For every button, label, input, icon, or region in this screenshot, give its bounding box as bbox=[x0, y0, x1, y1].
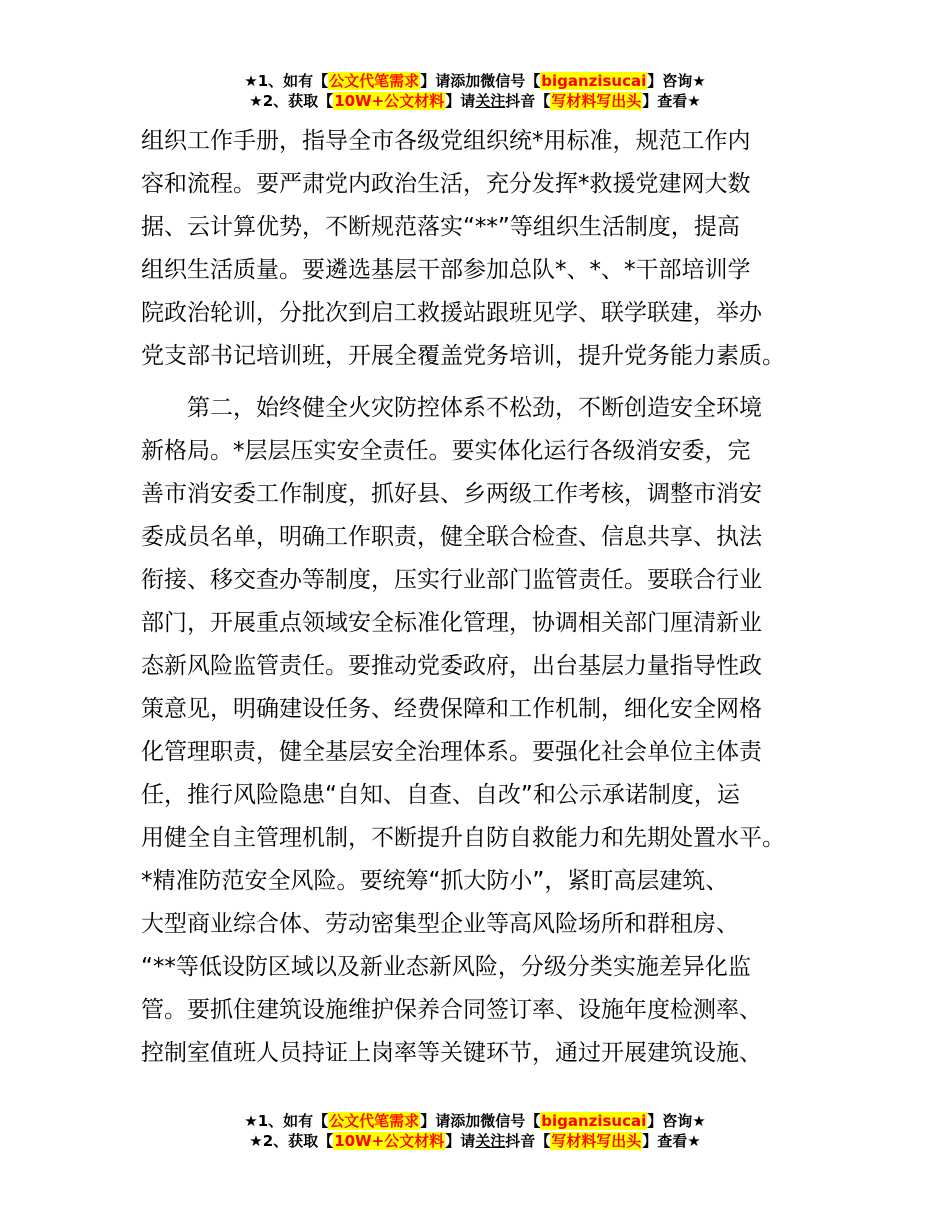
highlight-douyin-account: 写材料写出头 bbox=[551, 1132, 642, 1150]
body-line: 善市消安委工作制度，抓好县、乡两级工作考核，调整市消安 bbox=[141, 481, 762, 507]
body-line: 据、云计算优势，不断规范落实“**”等组织生活制度，提高 bbox=[141, 214, 740, 240]
body-line: 委成员名单，明确工作职责，健全联合检查、信息共享、执法 bbox=[141, 524, 762, 550]
footer-line-2: ★2、获取【10W+公文材料】请关注抖音【写材料写出头】查看★ bbox=[249, 1132, 701, 1150]
body-line: 衔接、移交查办等制度，压实行业部门监管责任。要联合行业 bbox=[141, 567, 762, 593]
body-line: 容和流程。要严肃党内政治生活，充分发挥*救援党建网大数 bbox=[141, 171, 751, 197]
footer-line-1: ★1、如有【公文代笔需求】请添加微信号【biganzisucai】咨询★ bbox=[244, 1112, 706, 1130]
body-line: 管。要抓住建筑设施维护保养合同签订率、设施年度检测率、 bbox=[141, 997, 762, 1023]
body-line: 用健全自主管理机制，不断提升自防自救能力和先期处置水平。 bbox=[141, 825, 785, 851]
footer-banner bbox=[0, 1111, 950, 1151]
follow-underline: 关注 bbox=[475, 1132, 506, 1150]
highlight-materials: 10W+公文材料 bbox=[334, 92, 445, 110]
header-line-1: ★1、如有【公文代笔需求】请添加微信号【biganzisucai】咨询★ bbox=[244, 72, 706, 90]
body-line: 院政治轮训，分批次到启工救援站跟班见学、联学联建，举办 bbox=[141, 300, 762, 326]
body-line: 大型商业综合体、劳动密集型企业等高风险场所和群租房、 bbox=[141, 911, 739, 937]
document-body bbox=[141, 120, 831, 1075]
highlight-wechat-id: biganzisucai bbox=[541, 1112, 647, 1130]
body-line: 控制室值班人员持证上岗率等关键环节，通过开展建筑设施、 bbox=[141, 1040, 762, 1066]
follow-underline: 关注 bbox=[475, 92, 506, 110]
body-line: 部门，开展重点领域安全标准化管理，协调相关部门厘清新业 bbox=[141, 610, 762, 636]
body-line: *精准防范安全风险。要统筹“抓大防小”，紧盯高层建筑、 bbox=[141, 868, 729, 894]
body-line: 第二，始终健全火灾防控体系不松劲，不断创造安全环境 bbox=[141, 395, 762, 421]
body-line: 态新风险监管责任。要推动党委政府，出台基层力量指导性政 bbox=[141, 653, 762, 679]
highlight-wechat-id: biganzisucai bbox=[541, 72, 647, 90]
header-line-2: ★2、获取【10W+公文材料】请关注抖音【写材料写出头】查看★ bbox=[249, 92, 701, 110]
highlight-ghostwriting: 公文代笔需求 bbox=[329, 72, 420, 90]
highlight-douyin-account: 写材料写出头 bbox=[551, 92, 642, 110]
body-line: 新格局。*层层压实安全责任。要实体化运行各级消安委，完 bbox=[141, 438, 751, 464]
body-line: “**等低设防区域以及新业态新风险，分级分类实施差异化监 bbox=[141, 954, 751, 980]
body-line: 策意见，明确建设任务、经费保障和工作机制，细化安全网格 bbox=[141, 696, 762, 722]
highlight-materials: 10W+公文材料 bbox=[334, 1132, 445, 1150]
header-banner bbox=[0, 71, 950, 111]
highlight-ghostwriting: 公文代笔需求 bbox=[329, 1112, 420, 1130]
body-line: 任，推行风险隐患“自知、自查、自改”和公示承诺制度，运 bbox=[141, 782, 740, 808]
body-line: 组织工作手册，指导全市各级党组织统*用标准，规范工作内 bbox=[141, 128, 751, 154]
body-line: 组织生活质量。要遴选基层干部参加总队*、*、*干部培训学 bbox=[141, 257, 751, 283]
body-line: 党支部书记培训班，开展全覆盖党务培训，提升党务能力素质。 bbox=[141, 343, 785, 369]
paragraph-gap bbox=[141, 378, 831, 387]
body-line: 化管理职责，健全基层安全治理体系。要强化社会单位主体责 bbox=[141, 739, 762, 765]
